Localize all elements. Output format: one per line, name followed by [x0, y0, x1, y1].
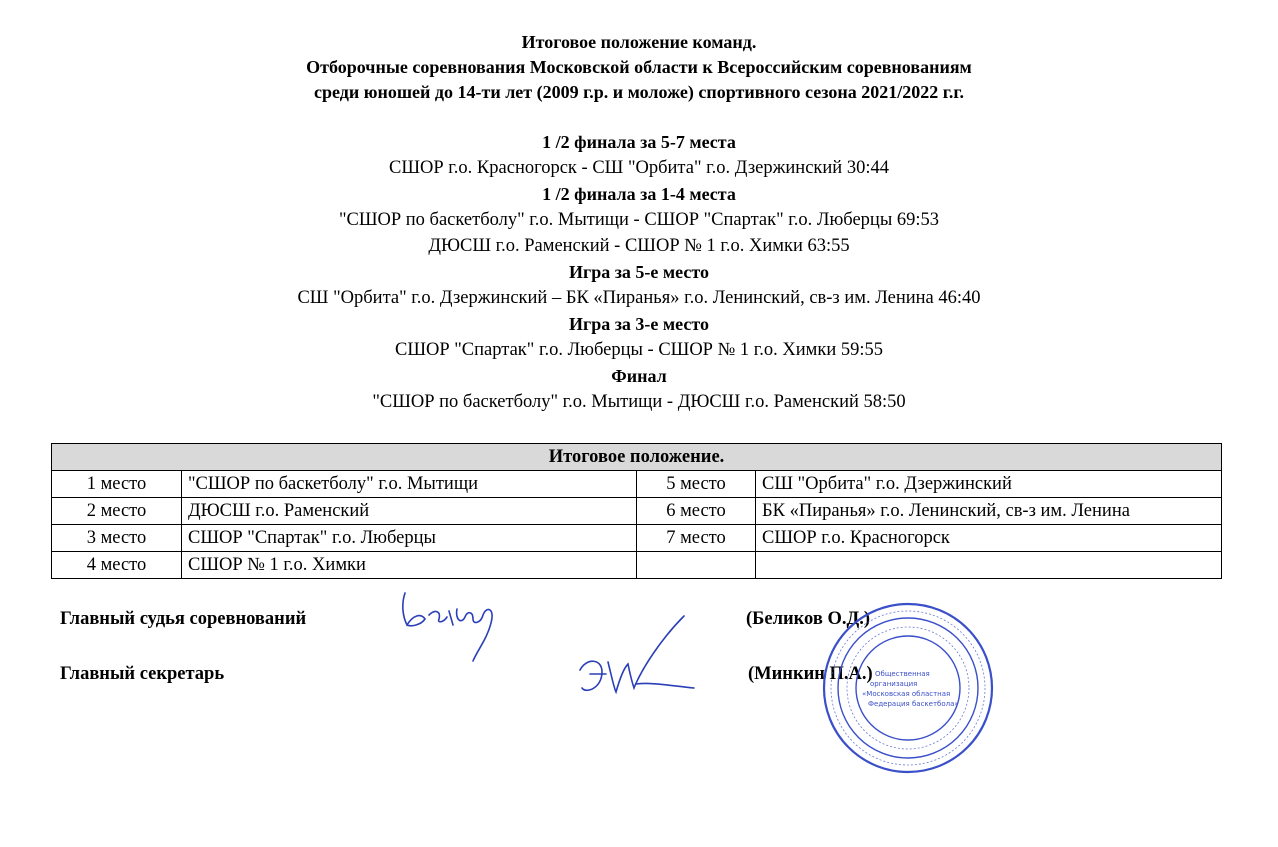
team-cell: [756, 552, 1222, 579]
team-cell: СШ "Орбита" г.о. Дзержинский: [756, 471, 1222, 498]
header-category: среди юношей до 14-ти лет (2009 г.р. и моложе) спортивного сезона 2021/2022 г.г.: [313, 82, 965, 102]
judge-signature-icon: [395, 585, 505, 670]
round-title: Игра за 5-е место: [569, 262, 709, 282]
place-cell: 6 место: [637, 498, 756, 525]
team-cell: "СШОР по баскетболу" г.о. Мытищи: [182, 471, 637, 498]
table-row: [52, 552, 1222, 579]
judge-name: (Беликов О.Д.): [746, 609, 870, 629]
secretary-label: Главный секретарь: [60, 664, 225, 684]
round-title: Игра за 3-е место: [569, 314, 709, 334]
game-result: "СШОР по баскетболу" г.о. Мытищи - ДЮСШ г.о. Раменский 58:50: [372, 392, 906, 412]
stamp-line: организация: [870, 680, 918, 688]
place-cell: [637, 552, 756, 579]
round-title: Финал: [611, 366, 667, 386]
stamp-icon: [820, 600, 996, 776]
table-row: [52, 498, 1222, 525]
game-result: ДЮСШ г.о. Раменский - СШОР № 1 г.о. Химки 63:55: [428, 236, 850, 256]
place-cell: 5 место: [637, 471, 756, 498]
table-row: [52, 525, 1222, 552]
rounds-list: [0, 129, 1278, 415]
round-title: 1 /2 финала за 1-4 места: [542, 184, 736, 204]
signature-stroke: [580, 616, 694, 692]
round-title: 1 /2 финала за 5-7 места: [542, 132, 736, 152]
header-competition: Отборочные соревнования Московской области к Всероссийским соревнованиям: [306, 57, 972, 77]
place-cell: 1 место: [52, 471, 182, 498]
team-cell: СШОР "Спартак" г.о. Люберцы: [182, 525, 637, 552]
secretary-name: (Минкин П.А.): [748, 664, 873, 684]
place-cell: 4 место: [52, 552, 182, 579]
stamp-line: «Московская областная: [862, 690, 951, 698]
stamp-line: Федерация баскетбола»: [868, 700, 959, 708]
judge-label: Главный судья соревнований: [60, 609, 307, 629]
standings-title: Итоговое положение.: [52, 444, 1222, 471]
team-cell: СШОР № 1 г.о. Химки: [182, 552, 637, 579]
game-result: "СШОР по баскетболу" г.о. Мытищи - СШОР "Спартак" г.о. Люберцы 69:53: [338, 210, 940, 230]
document-header: [0, 30, 1278, 105]
game-result: СШОР г.о. Красногорск - СШ "Орбита" г.о. Дзержинский 30:44: [389, 158, 889, 178]
header-title: Итоговое положение команд.: [521, 32, 757, 52]
team-cell: ДЮСШ г.о. Раменский: [182, 498, 637, 525]
place-cell: 2 место: [52, 498, 182, 525]
place-cell: 3 место: [52, 525, 182, 552]
game-result: СШОР "Спартак" г.о. Люберцы - СШОР № 1 г.о. Химки 59:55: [394, 340, 883, 360]
place-cell: 7 место: [637, 525, 756, 552]
standings-table: [51, 443, 1222, 579]
table-row: [52, 471, 1222, 498]
team-cell: СШОР г.о. Красногорск: [756, 525, 1222, 552]
game-result: СШ "Орбита" г.о. Дзержинский – БК «Пиранья» г.о. Ленинский, св-з им. Ленина 46:40: [297, 288, 981, 308]
secretary-signature-icon: [572, 608, 717, 703]
stamp-line: Общественная: [875, 670, 930, 678]
team-cell: БК «Пиранья» г.о. Ленинский, св-з им. Ленина: [756, 498, 1222, 525]
signature-stroke: [403, 593, 492, 661]
